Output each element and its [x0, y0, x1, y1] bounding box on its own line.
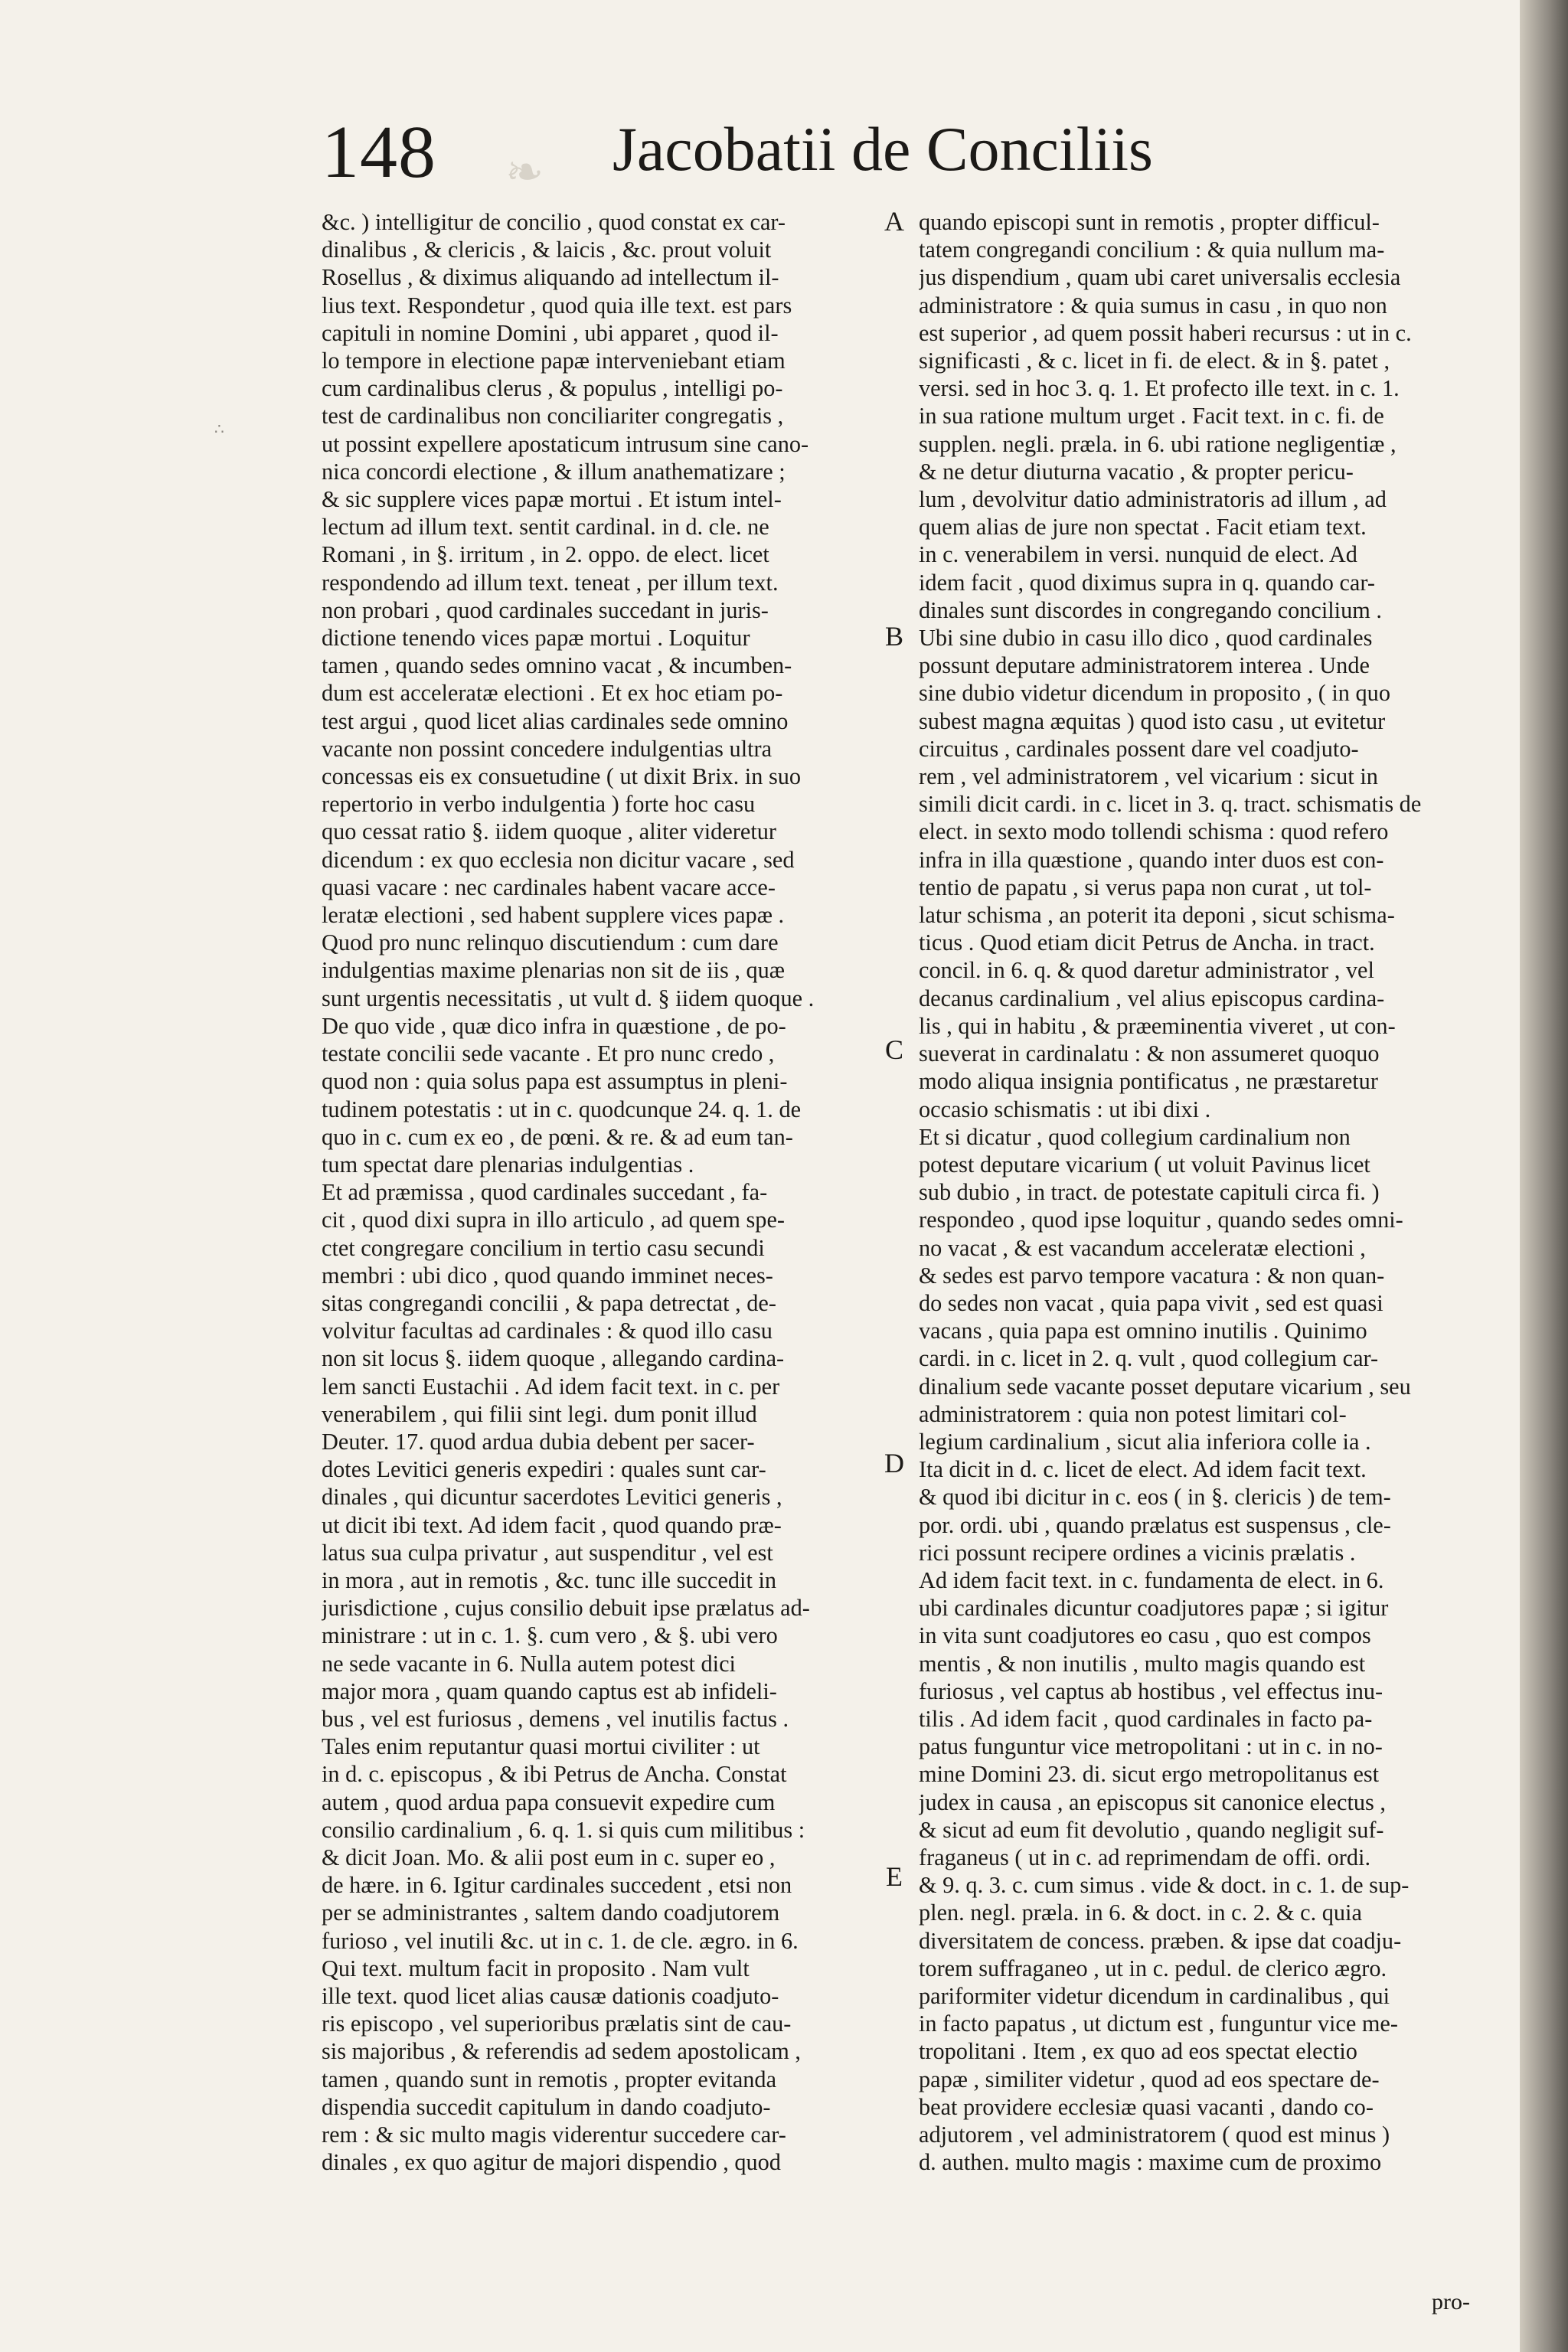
margin-letter-e: E	[886, 1861, 903, 1892]
text-line: cit , quod dixi supra in illo articulo , ad quem spe-	[322, 1207, 785, 1233]
text-line: sub dubio , in tract. de potestate capituli circa fi. )	[919, 1179, 1380, 1206]
text-line: test argui , quod licet alias cardinales sede omnino	[322, 707, 789, 734]
text-line: respondendo ad illum text. teneat , per illum text.	[322, 569, 779, 596]
text-line: ne sede vacante in 6. Nulla autem potest dici	[322, 1650, 736, 1677]
text-line: tudinem potestatis : ut in c. quodcunque 24. q. 1. de	[322, 1096, 802, 1122]
text-line: simili dicit cardi. in c. licet in 3. q. tract. schismatis de	[919, 791, 1422, 818]
text-line: Ita dicit in d. c. licet de elect. Ad idem facit text.	[919, 1456, 1367, 1483]
text-line: significasti , & c. licet in fi. de elect. & in §. patet ,	[919, 348, 1390, 374]
text-line: vacans , quia papa est omnino inutilis . Quinimo	[919, 1318, 1367, 1344]
paper-spot: ∴	[214, 420, 224, 438]
text-line: & quod ibi dicitur in c. eos ( in §. clericis ) de tem-	[919, 1484, 1391, 1511]
text-line: no vacat , & est vacandum acceleratæ electioni ,	[919, 1234, 1366, 1261]
text-line: circuitus , cardinales possent dare vel coadjuto-	[919, 735, 1359, 762]
text-line: lem sancti Eustachii . Ad idem facit text. in c. per	[322, 1373, 780, 1400]
text-line: quod non : quia solus papa est assumptus in pleni-	[322, 1068, 788, 1095]
text-line: major mora , quam quando captus est ab infideli-	[322, 1677, 777, 1704]
text-line: torem suffraganeo , ut in c. pedul. de clerico ægro.	[919, 1955, 1387, 1981]
text-line: est superior , ad quem possit haberi recursus : ut in c.	[919, 319, 1412, 346]
page-header	[322, 111, 1202, 207]
page-number: 148	[322, 111, 436, 194]
text-line: concessas eis ex consuetudine ( ut dixit Brix. in suo	[322, 763, 802, 790]
text-line: ministrare : ut in c. 1. §. cum vero , & §. ubi vero	[322, 1622, 778, 1649]
text-line: patus funguntur vice metropolitani : ut in c. in no-	[919, 1733, 1383, 1760]
text-line: lius text. Respondetur , quod quia ille text. est pars	[322, 292, 792, 318]
text-line: quem alias de jure non spectat . Facit etiam text.	[919, 514, 1367, 541]
text-line: lis , qui in habitu , & præeminentia viveret , ut con-	[919, 1012, 1396, 1039]
text-line: ille text. quod licet alias causæ dationis coadjuto-	[322, 1983, 779, 2009]
text-line: repertorio in verbo indulgentia ) forte hoc casu	[322, 791, 756, 818]
text-line: ris episcopo , vel superioribus prælatis sint de cau-	[322, 2011, 792, 2037]
text-line: rem : & sic multo magis viderentur succedere car-	[322, 2122, 786, 2148]
text-line: adjutorem , vel administratorem ( quod est minus )	[919, 2122, 1390, 2148]
text-line: membri : ubi dico , quod quando imminet neces-	[322, 1262, 773, 1289]
text-line: cardi. in c. licet in 2. q. vult , quod collegium car-	[919, 1345, 1379, 1372]
text-line: nica concordi electione , & illum anathematizare ;	[322, 458, 786, 485]
text-line: judex in causa , an episcopus sit canonice electus ,	[919, 1788, 1386, 1815]
text-line: infra in illa quæstione , quando inter duos est con-	[919, 846, 1384, 873]
text-line: dotes Levitici generis expediri : quales sunt car-	[322, 1456, 766, 1483]
text-line: non sit locus §. iidem quoque , allegando cardina-	[322, 1345, 785, 1372]
text-line: sitas congregandi concilii , & papa detrectat , de-	[322, 1289, 776, 1316]
text-line: & sicut ad eum fit devolutio , quando negligit suf-	[919, 1816, 1384, 1843]
text-line: sine dubio videtur dicendum in proposito , ( in quo	[919, 680, 1390, 707]
text-line: Ad idem facit text. in c. fundamenta de elect. in 6.	[919, 1566, 1384, 1593]
text-line: ut dicit ibi text. Ad idem facit , quod quando præ-	[322, 1511, 782, 1538]
text-line: subest magna æquitas ) quod isto casu , ut evitetur	[919, 707, 1386, 734]
margin-letter-c: C	[884, 1034, 903, 1065]
text-line: Quod pro nunc relinquo discutiendum : cum dare	[322, 929, 779, 956]
text-line: ctet congregare concilium in tertio casu secundi	[322, 1234, 765, 1261]
show-through-mark: ❧	[505, 147, 544, 198]
text-line: mine Domini 23. di. sicut ergo metropolitanus est	[919, 1761, 1380, 1788]
text-line: Ubi sine dubio in casu illo dico , quod cardinales	[919, 625, 1373, 652]
text-line: fraganeus ( ut in c. ad reprimendam de offi. ordi.	[919, 1844, 1371, 1870]
text-line: potest deputare vicarium ( ut voluit Pavinus licet	[919, 1151, 1370, 1178]
text-line: quo in c. cum ex eo , de pœni. & re. & ad eum tan-	[322, 1123, 793, 1150]
text-line: leratæ electioni , sed habent supplere vices papæ .	[322, 902, 785, 929]
text-line: plen. negl. præla. in 6. & doct. in c. 2. & c. quia	[919, 1900, 1362, 1926]
text-line: occasio schismatis : ut ibi dixi .	[919, 1096, 1211, 1122]
text-line: beat providere ecclesiæ quasi vacanti , dando co-	[919, 2093, 1374, 2120]
text-line: autem , quod ardua papa consuevit expedire cum	[322, 1788, 776, 1815]
text-line: ut possint expellere apostaticum intrusum sine cano-	[322, 430, 809, 457]
text-line: Et ad præmissa , quod cardinales succedant , fa-	[322, 1179, 768, 1206]
text-line: rem , vel administratorem , vel vicarium : sicut in	[919, 763, 1378, 790]
text-line: quando episcopi sunt in remotis , propter difficul-	[919, 209, 1380, 235]
text-line: tilis . Ad idem facit , quod cardinales in facto pa-	[919, 1705, 1373, 1732]
text-line: Rosellus , & diximus aliquando ad intellectum il-	[322, 264, 779, 291]
text-line: lo tempore in electione papæ interveniebant etiam	[322, 348, 786, 374]
margin-letter-b: B	[884, 621, 903, 652]
text-line: jus dispendium , quam ubi caret universalis ecclesia	[919, 264, 1401, 291]
text-line: latus sua culpa privatur , aut suspenditur , vel est	[322, 1539, 773, 1566]
text-line: papæ , similiter videtur , quod ad eos spectare de-	[919, 2066, 1380, 2092]
margin-letter-a: A	[884, 206, 904, 237]
text-line: furiosus , vel captus ab hostibus , vel effectus inu-	[919, 1677, 1383, 1704]
text-line: Tales enim reputantur quasi mortui civiliter : ut	[322, 1733, 760, 1760]
text-line: furioso , vel inutili &c. ut in c. 1. de cle. ægro. in 6.	[322, 1927, 799, 1954]
left-text-column	[322, 208, 877, 2176]
right-text-column	[919, 208, 1475, 2176]
text-line: versi. sed in hoc 3. q. 1. Et profecto ille text. in c. 1.	[919, 375, 1400, 402]
page-edge-shadow	[1520, 0, 1568, 2352]
text-line: do sedes non vacat , quia papa vivit , sed est quasi	[919, 1289, 1383, 1316]
text-line: in d. c. episcopus , & ibi Petrus de Ancha. Constat	[322, 1761, 787, 1788]
text-line: modo aliqua insignia pontificatus , ne præstaretur	[919, 1068, 1378, 1095]
text-line: sueverat in cardinalatu : & non assumeret quoquo	[919, 1040, 1380, 1067]
text-line: Qui text. multum facit in proposito . Nam vult	[322, 1955, 750, 1981]
text-line: per se administrantes , saltem dando coadjutorem	[322, 1900, 780, 1926]
text-line: tentio de papatu , si verus papa non curat , ut tol-	[919, 874, 1372, 900]
text-line: decanus cardinalium , vel alius episcopus cardina-	[919, 985, 1385, 1011]
text-line: administratore : & quia sumus in casu , in quo non	[919, 292, 1387, 318]
text-line: tropolitani . Item , ex quo ad eos spectat electio	[919, 2038, 1357, 2065]
text-line: latur schisma , an poterit ita deponi , sicut schisma-	[919, 902, 1395, 929]
text-line: dum est acceleratæ electioni . Et ex hoc etiam po-	[322, 680, 783, 707]
text-line: & 9. q. 3. c. cum simus . vide & doct. in c. 1. de sup-	[919, 1872, 1410, 1899]
text-line: de hære. in 6. Igitur cardinales succedent , etsi non	[322, 1872, 792, 1899]
text-line: d. authen. multo magis : maxime cum de proximo	[919, 2149, 1382, 2176]
text-line: respondeo , quod ipse loquitur , quando sedes omni-	[919, 1207, 1403, 1233]
text-line: dinales , qui dicuntur sacerdotes Levitici generis ,	[322, 1484, 782, 1511]
text-line: capituli in nomine Domini , ubi apparet , quod il-	[322, 319, 779, 346]
text-line: possunt deputare administratorem interea . Unde	[919, 652, 1370, 679]
text-line: test de cardinalibus non conciliariter congregatis ,	[322, 403, 784, 430]
text-line: dinalium sede vacante posset deputare vicarium , seu	[919, 1373, 1411, 1400]
text-line: vacante non possint concedere indulgentias ultra	[322, 735, 773, 762]
text-line: & sedes est parvo tempore vacatura : & non quan-	[919, 1262, 1385, 1289]
text-line: dicendum : ex quo ecclesia non dicitur vacare , sed	[322, 846, 795, 873]
text-line: lum , devolvitur datio administratoris ad illum , ad	[919, 486, 1387, 513]
text-line: ticus . Quod etiam dicit Petrus de Ancha. in tract.	[919, 929, 1375, 956]
text-line: consilio cardinalium , 6. q. 1. si quis cum militibus :	[322, 1816, 805, 1843]
text-line: mentis , & non inutilis , multo magis quando est	[919, 1650, 1366, 1677]
text-line: &c. ) intelligitur de concilio , quod constat ex car-	[322, 209, 786, 235]
text-line: sis majoribus , & referendis ad sedem apostolicam ,	[322, 2038, 801, 2065]
text-line: jurisdictione , cujus consilio debuit ipse prælatus ad-	[322, 1595, 810, 1622]
running-title: Jacobatii de Conciliis	[612, 114, 1153, 184]
text-line: venerabilem , qui filii sint legi. dum ponit illud	[322, 1400, 757, 1427]
text-line: in c. venerabilem in versi. nunquid de elect. Ad	[919, 541, 1357, 568]
text-line: supplen. negli. præla. in 6. ubi ratione negligentiæ ,	[919, 430, 1396, 457]
text-line: elect. in sexto modo tollendi schisma : quod refero	[919, 818, 1389, 845]
text-line: in vita sunt coadjutores eo casu , quo est compos	[919, 1622, 1371, 1649]
text-line: pariformiter videtur dicendum in cardinalibus , qui	[919, 1983, 1390, 2009]
text-line: cum cardinalibus clerus , & populus , intelligi po-	[322, 375, 783, 402]
text-line: tatem congregandi concilium : & quia nullum ma-	[919, 237, 1385, 263]
text-line: & sic supplere vices papæ mortui . Et istum intel-	[322, 486, 782, 513]
margin-letter-d: D	[884, 1448, 904, 1478]
text-line: administratorem : quia non potest limitari col-	[919, 1400, 1347, 1427]
catchword: pro-	[1432, 2289, 1470, 2314]
text-line: dinalibus , & clericis , & laicis , &c. prout voluit	[322, 237, 772, 263]
text-line: Deuter. 17. quod ardua dubia debent per sacer-	[322, 1428, 755, 1455]
text-line: volvitur facultas ad cardinales : & quod illo casu	[322, 1318, 773, 1344]
text-line: dispendia succedit capitulum in dando coadjuto-	[322, 2093, 771, 2120]
text-line: dinales sunt discordes in congregando concilium .	[919, 596, 1382, 623]
text-line: indulgentias maxime plenarias non sit de iis , quæ	[322, 957, 786, 984]
text-line: & ne detur diuturna vacatio , & propter pericu-	[919, 458, 1354, 485]
text-line: sunt urgentis necessitatis , ut vult d. § iidem quoque .	[322, 985, 815, 1011]
text-line: testate concilii sede vacante . Et pro nunc credo ,	[322, 1040, 775, 1067]
text-line: Romani , in §. irritum , in 2. oppo. de elect. licet	[322, 541, 769, 568]
text-line: rici possunt recipere ordines a vicinis prælatis .	[919, 1539, 1356, 1566]
text-line: dinales , ex quo agitur de majori dispendio , quod	[322, 2149, 781, 2176]
text-line: tum spectat dare plenarias indulgentias .	[322, 1151, 694, 1178]
text-line: in mora , aut in remotis , &c. tunc ille succedit in	[322, 1566, 777, 1593]
text-line: quasi vacare : nec cardinales habent vacare acce-	[322, 874, 776, 900]
text-line: dictione tenendo vices papæ mortui . Loquitur	[322, 625, 750, 652]
text-line: lectum ad illum text. sentit cardinal. in d. cle. ne	[322, 514, 769, 541]
text-line: De quo vide , quæ dico infra in quæstione , de po-	[322, 1012, 786, 1039]
text-line: diversitatem de concess. præben. & ipse dat coadju-	[919, 1927, 1402, 1954]
text-line: non probari , quod cardinales succedant in juris-	[322, 596, 769, 623]
text-line: legium cardinalium , sicut alia inferiora colle ia .	[919, 1428, 1371, 1455]
text-line: por. ordi. ubi , quando prælatus est suspensus , cle-	[919, 1511, 1391, 1538]
text-line: bus , vel est furiosus , demens , vel inutilis factus .	[322, 1705, 789, 1732]
text-line: in facto papatus , ut dictum est , funguntur vice me-	[919, 2011, 1398, 2037]
text-line: idem facit , quod diximus supra in q. quando car-	[919, 569, 1375, 596]
text-line: tamen , quando sunt in remotis , propter evitanda	[322, 2066, 777, 2092]
text-line: quo cessat ratio §. iidem quoque , aliter videretur	[322, 818, 776, 845]
text-line: ubi cardinales dicuntur coadjutores papæ ; si igitur	[919, 1595, 1389, 1622]
text-line: tamen , quando sedes omnino vacat , & incumben-	[322, 652, 792, 679]
text-line: concil. in 6. q. & quod daretur administrator , vel	[919, 957, 1374, 984]
text-line: in sua ratione multum urget . Facit text. in c. fi. de	[919, 403, 1384, 430]
text-line: Et si dicatur , quod collegium cardinalium non	[919, 1123, 1351, 1150]
text-line: & dicit Joan. Mo. & alii post eum in c. super eo ,	[322, 1844, 776, 1870]
